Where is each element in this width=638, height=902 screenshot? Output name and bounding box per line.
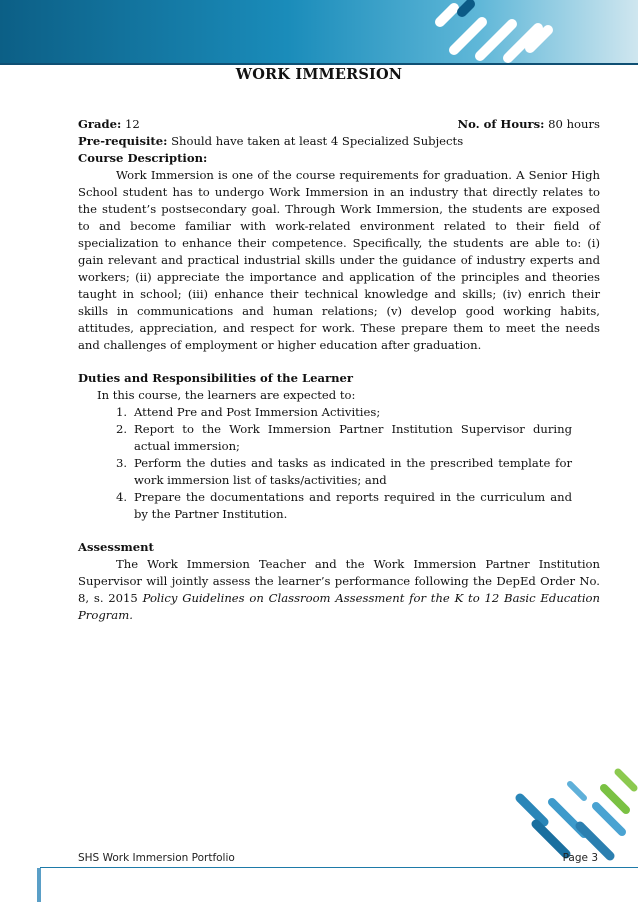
list-item-text: Attend Pre and Post Immersion Activities; xyxy=(134,405,381,419)
list-item-text: Prepare the documentations and reports required in the curriculum and by the Partner Institution. xyxy=(134,490,572,521)
list-item xyxy=(78,455,600,489)
page-footer xyxy=(78,852,598,864)
footer-accent-bar xyxy=(37,868,41,902)
list-item-text: Perform the duties and tasks as indicated in the prescribed template for work immersion list of tasks/activities; and xyxy=(134,456,572,487)
duties-intro: In this course, the learners are expected to: xyxy=(97,388,356,402)
list-item-number: 4. xyxy=(116,490,128,504)
grade-value: 12 xyxy=(124,117,140,131)
hours-label: No. of Hours: xyxy=(457,117,545,131)
grade-field xyxy=(78,116,140,133)
footer-rule xyxy=(40,867,638,868)
prerequisite-value: Should have taken at least 4 Specialized Subjects xyxy=(171,134,464,148)
course-description-label: Course Description: xyxy=(78,151,208,165)
grade-hours-row xyxy=(78,116,600,133)
hours-value: 80 hours xyxy=(548,117,600,131)
list-item-number: 1. xyxy=(116,405,128,419)
hours-field xyxy=(457,116,600,133)
grade-label: Grade: xyxy=(78,117,122,131)
course-description-text: Work Immersion is one of the course requirements for graduation. A Senior High School student has to undergo Work Immersion in an industry that directly relates to the student’s postsecondary goal. Through Work Immersion, the students are exposed to and become familiar with work-related environment related to their field of specialization to enhance their competence. Specifically, the students are able to: (i) gain relevant and practical industrial skills under the guidance of industry experts and workers; (ii) appreciate the importance and application of the principles and theories taught in school; (iii) enhance their technical knowledge and skills; (iv) enrich their skills in communications and human relations; (v) develop good working habits, attitudes, appreciation, and respect for work. These prepare them to meet the needs and challenges of employment or higher education after graduation. xyxy=(78,168,600,352)
duties-heading: Duties and Responsibilities of the Learner xyxy=(78,371,354,385)
document-body xyxy=(78,116,600,624)
footer-portfolio-name: SHS Work Immersion Portfolio xyxy=(78,852,235,864)
list-item-number: 3. xyxy=(116,456,128,470)
assessment-text xyxy=(78,556,600,624)
list-item-text: Report to the Work Immersion Partner Institution Supervisor during actual immersion; xyxy=(134,422,572,453)
list-item-number: 2. xyxy=(116,422,128,436)
list-item xyxy=(78,489,600,523)
assessment-body: The Work Immersion Teacher and the Work Immersion Partner Institution Supervisor will jointly assess the learner’s performance following the DepEd Order No. 8, s. 2015 xyxy=(78,557,600,605)
header-rule xyxy=(0,63,638,65)
list-item xyxy=(78,421,600,455)
duties-list xyxy=(78,404,600,523)
prerequisite-field xyxy=(78,133,600,150)
header-decoration-icon xyxy=(420,0,638,63)
page-title: WORK IMMERSION xyxy=(235,66,403,83)
footer-page-number: Page 3 xyxy=(562,852,598,864)
assessment-heading: Assessment xyxy=(78,540,154,554)
prerequisite-label: Pre-requisite: xyxy=(78,134,168,148)
list-item xyxy=(78,404,600,421)
assessment-citation: Policy Guidelines on Classroom Assessment for the K to 12 Basic Education Program. xyxy=(78,591,601,622)
